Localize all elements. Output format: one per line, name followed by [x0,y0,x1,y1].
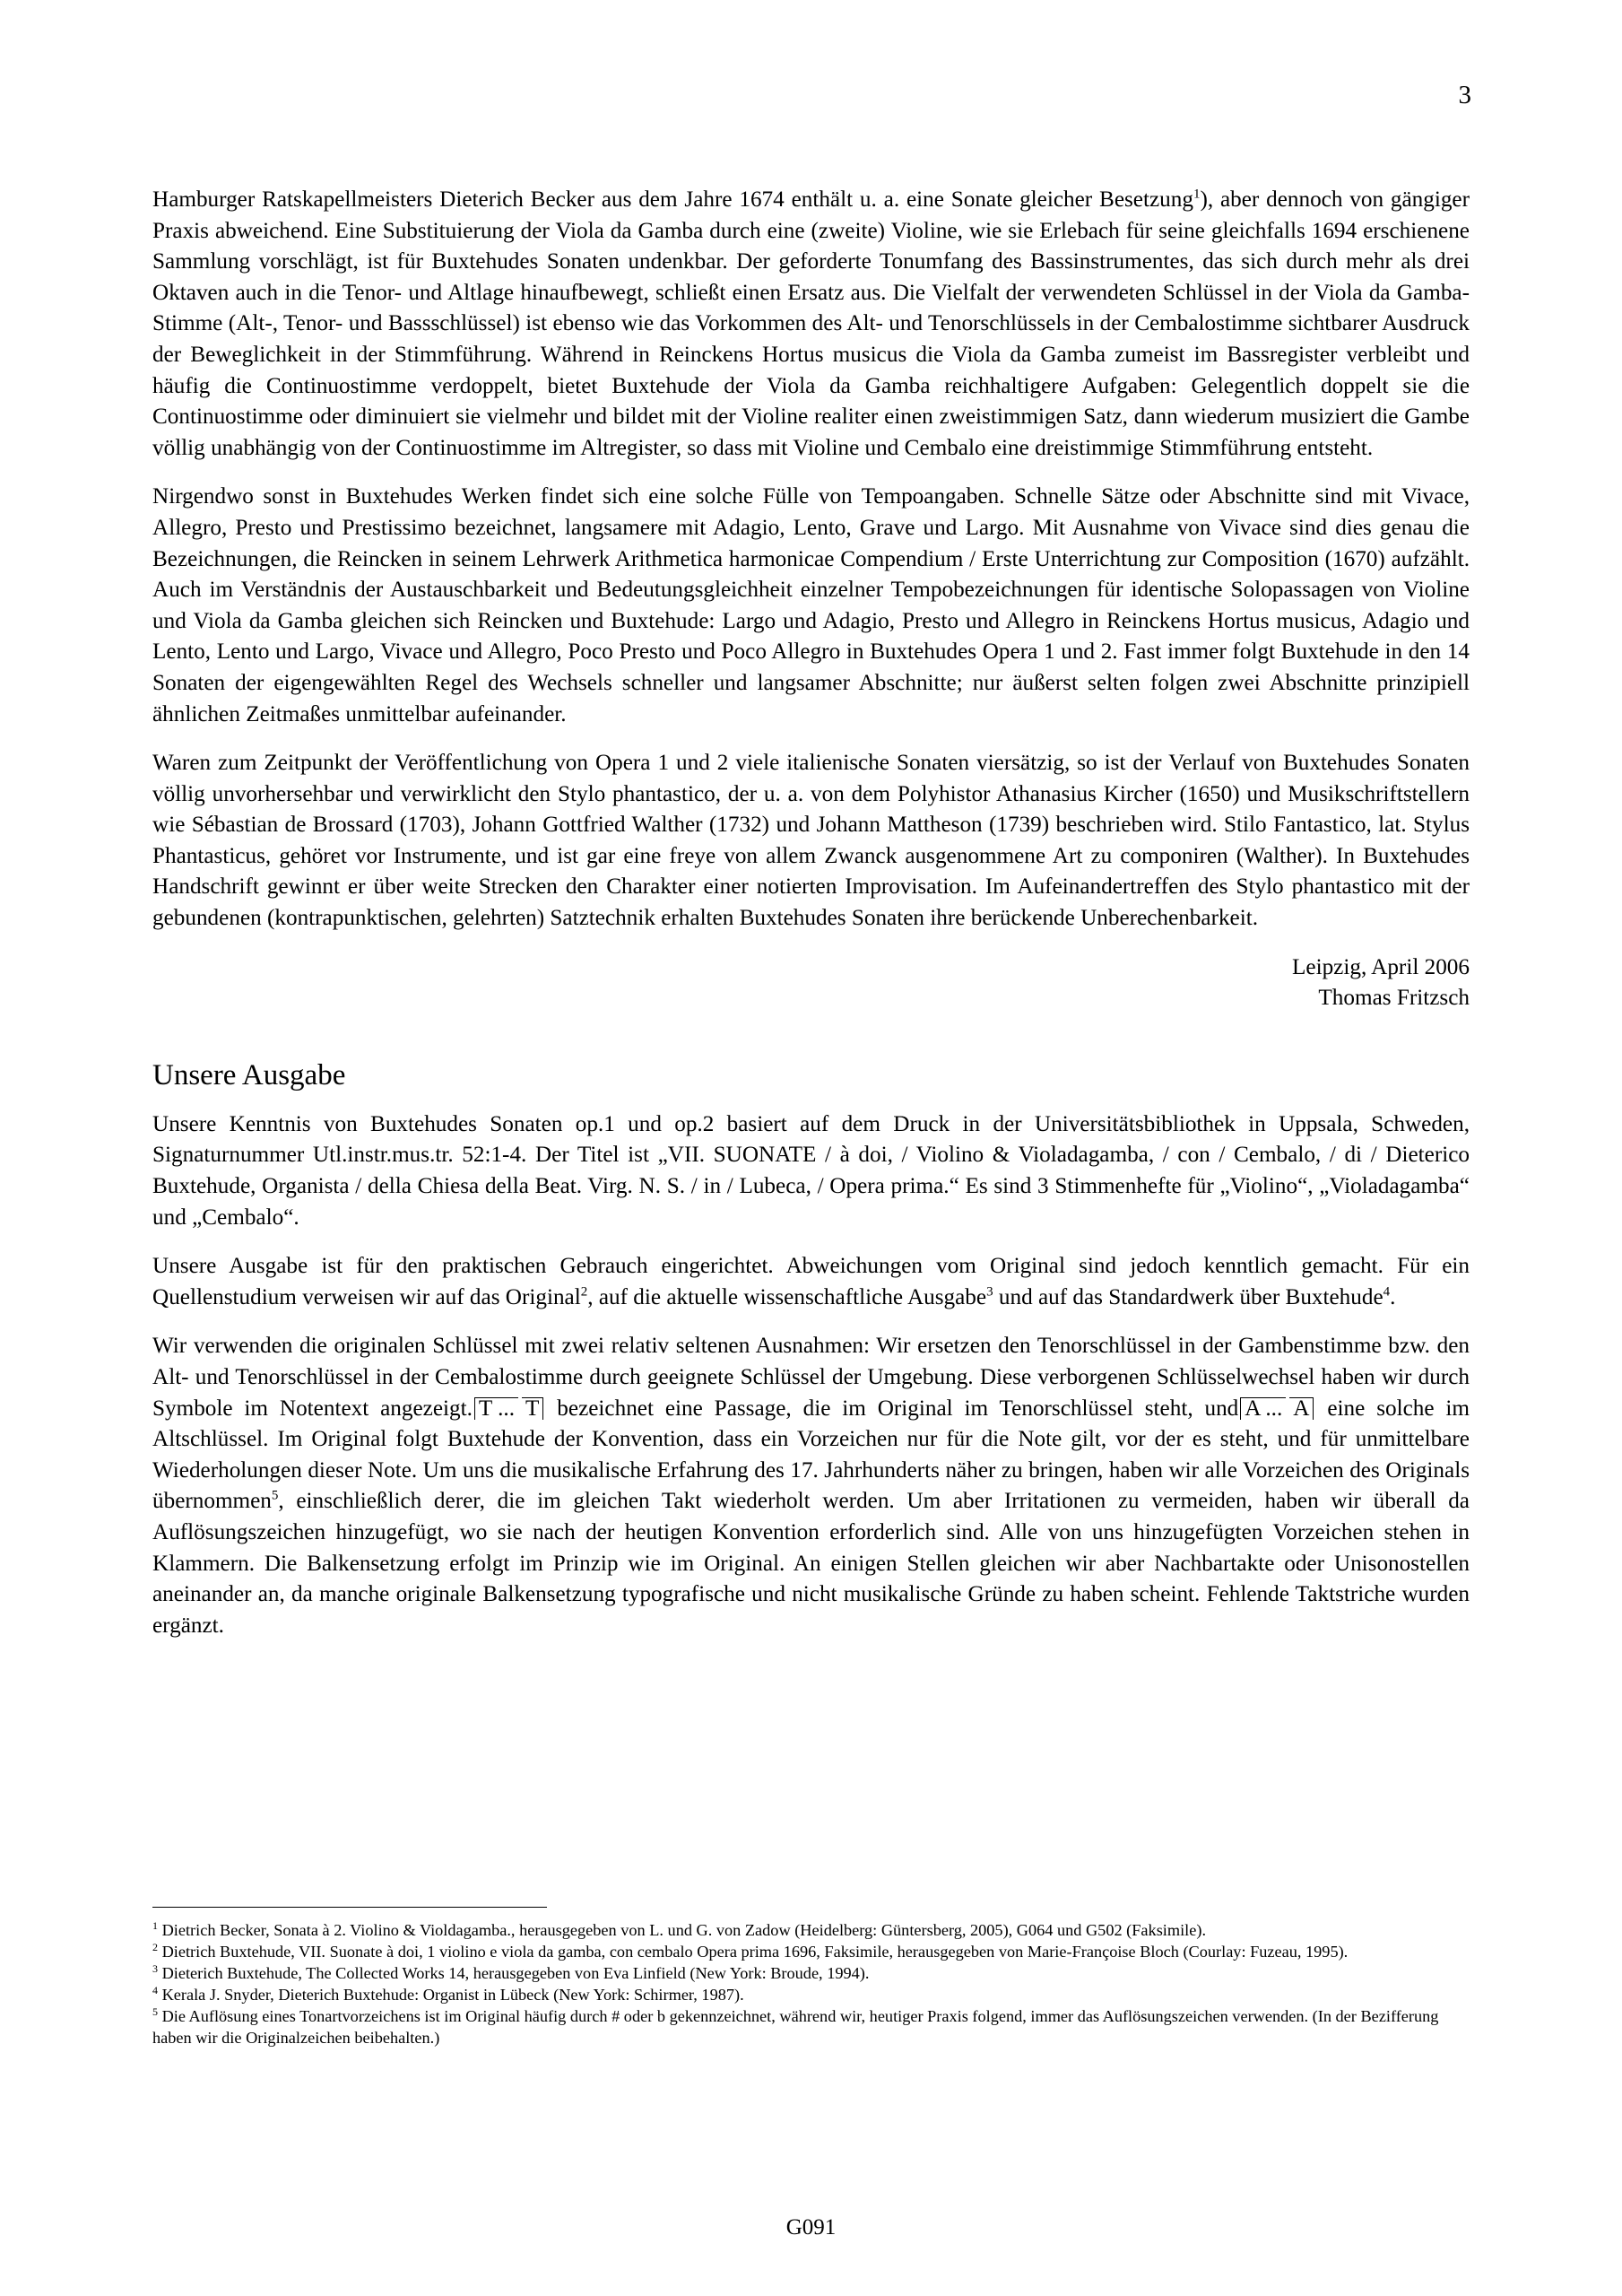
alto-clef-close-symbol: A [1289,1397,1314,1420]
section-heading: Unsere Ausgabe [152,1058,346,1091]
footnote-ref-1[interactable]: 1 [1193,187,1201,202]
footnote-5: $^5$ Die Auflösung eines Tonartvorzeichens ist im Original häufig durch # oder b gekennzeichnet, während wir, heutiger Praxis folgend, immer das Auflösungszeichen verwenden. (In der Bezifferung haben wir die Originalzeichen beibehalten.) [152,2005,1439,2047]
paragraph-instrumentation: Hamburger Ratskapellmeisters Dieterich Becker aus dem Jahre 1674 enthält u. a. eine Sonate gleicher Besetzung$^1$), aber dennoch von gängiger Praxis abweichend. Eine Substituierung der Viola da Gamba durch eine (zweite) Violine, wie sie Erlebach für seine gleichfalls 1694 erschienene Sammlung vorschlägt, ist für Buxtehudes Sonaten undenkbar. Der geforderte Tonumfang des Bassinstrumentes, das sich durch mehr als drei Oktaven auch in die Tenor- und Altlage hinaufbewegt, schließt einen Ersatz aus. Die Vielfalt der verwendeten Schlüssel in der Viola da Gamba-Stimme (Alt-, Tenor- und Bassschlüssel) ist ebenso wie das Vorkommen des Alt- und Tenorschlüssels in der Cembalostimme sichtbarer Ausdruck der Beweglichkeit in der Stimmführung. Während in Reinckens Hortus musicus die Viola da Gamba zumeist im Bassregister verbleibt und häufig die Continuostimme verdoppelt, bietet Buxtehude der Viola da Gamba reichhaltigere Aufgaben: Gelegentlich doppelt sie die Continuostimme oder diminuiert sie vielmehr und bildet mit der Violine realiter einen zweistimmigen Satz, dann wiederum musiziert die Gambe völlig unabhängig von der Continuostimme im Altregister, so dass mit Violine und Cembalo eine dreistimmige Stimmführung entsteht. [152,187,1470,460]
page-number: 3 [1458,81,1471,109]
paragraph-stylo-phantastico: Waren zum Zeitpunkt der Veröffentlichung von Opera 1 und 2 viele italienische Sonaten viersätzig, so ist der Verlauf von Buxtehudes Sonaten völlig unvorhersehbar und verwirklicht den Stylo phantastico, der u. a. von dem Polyhistor Athanasius Kircher (1650) und Musikschriftstellern wie Sébastian de Brossard (1703), Johann Gottfried Walther (1732) und Johann Mattheson (1739) beschrieben wird. Stilo Fantastico, lat. Stylus Phantasticus, gehöret vor Instrumente, und ist gar eine freye von allem Zwanck ausgenommene Art zu componiren (Walther). In Buxtehudes Handschrift gewinnt er über weite Strecken den Charakter einer notierten Improvisation. Im Aufeinandertreffen des Stylo phantastico mit der gebundenen (kontrapunktischen, gelehrten) Satztechnik erhalten Buxtehudes Sonaten ihre berückende Unberechenbarkeit. [152,751,1470,931]
paragraph-edition: Unsere Ausgabe ist für den praktischen Gebrauch eingerichtet. Abweichungen vom Original sind jedoch kenntlich gemacht. Für ein Quellenstudium verweisen wir auf das Original$^2$, auf die aktuelle wissenschaftliche Ausgabe$^3$ und auf das Standardwerk über Buxtehude$^4$. [152,1254,1470,1309]
footnote-ref-5[interactable]: 5 [271,1488,279,1503]
footnote-3: $^3$ Dieterich Buxtehude, The Collected Works 14, herausgegeben von Eva Linfield (New York: Broude, 1994). [152,1961,870,1982]
footer-code: G091 [785,2215,837,2239]
paragraph-tempo: Nirgendwo sonst in Buxtehudes Werken findet sich eine solche Fülle von Tempoangaben. Schnelle Sätze oder Abschnitte sind mit Vivace, Allegro, Presto und Prestissimo bezeichnet, langsamere mit Adagio, Lento, Grave und Largo. Mit Ausnahme von Vivace sind dies genau die Bezeichnungen, die Reincken in seinem Lehrwerk Arithmetica harmonicae Compendium / Erste Unterrichtung zur Composition (1670) aufzählt. Auch im Verständnis der Austauschbarkeit und Bedeutungsgleichheit einzelner Tempobezeichnungen für identische Solopassagen von Violine und Viola da Gamba gleichen sich Reincken und Buxtehude: Largo und Adagio, Presto und Allegro in Reinckens Hortus musicus, Adagio und Lento, Lento und Largo, Vivace und Allegro, Poco Presto und Poco Allegro in Buxtehudes Opera 1 und 2. Fast immer folgt Buxtehude in den 14 Sonaten der eigengewählten Regel des Wechsels schneller und langsamer Abschnitte; nur äußerst selten folgen zwei Abschnitte prinzipiell ähnlichen Zeitmaßes unmittelbar aufeinander. [152,484,1470,726]
footnotes [152,1919,1470,2048]
signature-block [152,952,1470,1014]
footnote-ref-2[interactable]: 2 [580,1284,588,1300]
signature-place-date: Leipzig, April 2006 [1292,954,1470,979]
main-content [152,185,1470,1659]
tenor-clef-close-symbol: T [522,1397,543,1420]
signature-author: Thomas Fritzsch [1318,986,1470,1011]
footnote-1: $^1$ Dietrich Becker, Sonata à 2. Violino & Violdagamba., herausgegeben von L. und G. von Zadow (Heidelberg: Güntersberg, 2005), G064 und G502 (Faksimile). [152,1918,1207,1939]
footnote-ref-4[interactable]: 4 [1383,1284,1391,1300]
paragraph-clefs: Wir verwenden die originalen Schlüssel mit zwei relativ seltenen Ausnahmen: Wir ersetzen den Tenorschlüssel in der Gambenstimme bzw. den Alt- und Tenorschlüssel in der Cembalostimme durch geeignete Schlüssel der Umgebung. Diese verborgenen Schlüsselwechsel haben wir durch Symbole im Notentext angezeigt. T ... T bezeichnet eine Passage, die im Original im Tenorschlüssel steht, und A ... A eine solche im Altschlüssel. Im Original folgt Buxtehude der Konvention, dass ein Vorzeichen nur für die Note gilt, vor der es steht, und für unmittelbare Wiederholungen dieser Note. Um uns die musikalische Erfahrung des 17. Jahrhunderts näher zu bringen, haben wir alle Vorzeichen des Originals übernommen$^5$, einschließlich derer, die im gleichen Takt wiederholt werden. Um aber Irritationen zu vermeiden, haben wir überall da Auflösungszeichen hinzugefügt, wo sie nach der heutigen Konvention erforderlich sind. Alle von uns hinzugefügten Vorzeichen stehen in Klammern. Die Balkensetzung erfolgt im Prinzip wie im Original. An einigen Stellen gleichen wir aber Nachbartakte oder Unisonostellen aneinander an, da manche originale Balkensetzung typografische und nicht musikalische Gründe zu haben scheint. Fehlende Taktstriche wurden ergänzt. [152,1334,1470,1638]
footnote-ref-3[interactable]: 3 [986,1284,993,1300]
tenor-clef-open-symbol: T ... [474,1397,518,1420]
footnote-2: $^2$ Dietrich Buxtehude, VII. Suonate à doi, 1 violino e viola da gamba, con cembalo Opera prima 1696, Faksimile, herausgegeben von Marie-Françoise Bloch (Courlay: Fuzeau, 1995). [152,1940,1349,1961]
footnote-divider [152,1907,547,1908]
alto-clef-open-symbol: A ... [1240,1397,1286,1420]
footnote-4: $^4$ Kerala J. Snyder, Dieterich Buxtehude: Organist in Lübeck (New York: Schirmer, 1987). [152,1983,744,2004]
paragraph-source: Unsere Kenntnis von Buxtehudes Sonaten op.1 und op.2 basiert auf dem Druck in der Universitätsbibliothek in Uppsala, Schweden, Signaturnummer Utl.instr.mus.tr. 52:1-4. Der Titel ist „VII. SUONATE / à doi, / Violino & Violadagamba, / con / Cembalo, / di / Dieterico Buxtehude, Organista / della Chiesa della Beat. Virg. N. S. / in / Lubeca, / Opera prima.“ Es sind 3 Stimmenhefte für „Violino“, „Violadagamba“ und „Cembalo“. [152,1111,1470,1230]
